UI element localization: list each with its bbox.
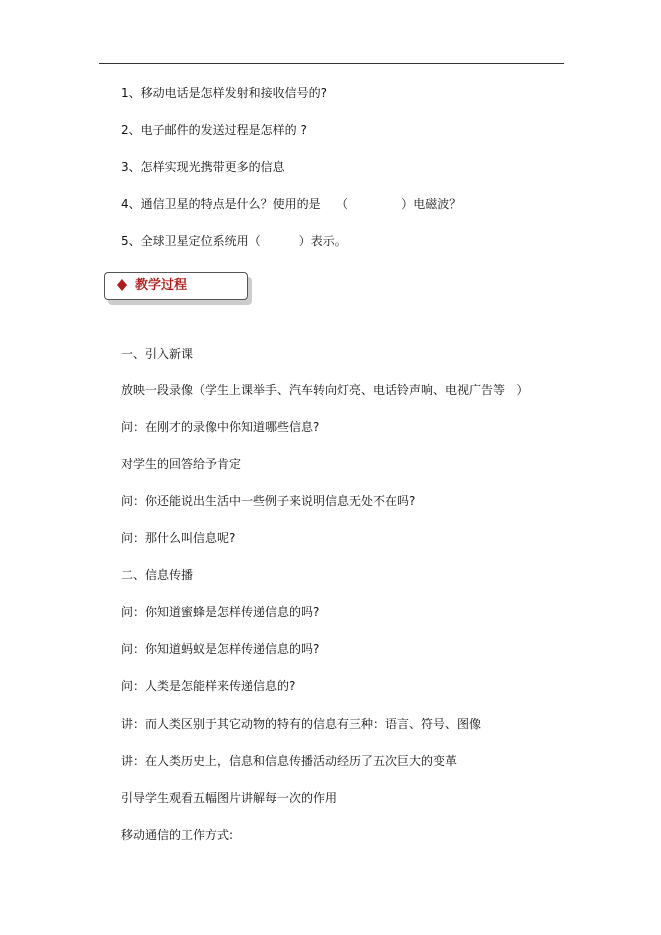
- body-line-6: 问：那什么叫信息呢?: [121, 531, 236, 545]
- body-line-14: 移动通信的工作方式:: [121, 828, 234, 842]
- section-title: 教学过程: [135, 278, 188, 293]
- body-line-9: 问：你知道蚂蚁是怎样传递信息的吗?: [121, 642, 320, 656]
- question-2: 2、电子邮件的发送过程是怎样的 ?: [121, 123, 307, 137]
- section-heading-box: [104, 272, 248, 300]
- body-line-7: 二、信息传播: [121, 568, 194, 582]
- question-4: 4、通信卫星的特点是什么？使用的是 （ ）电磁波？: [121, 197, 462, 211]
- body-line-3: 问：在刚才的录像中你知道哪些信息?: [121, 420, 320, 434]
- body-line-8: 问：你知道蜜蜂是怎样传递信息的吗?: [121, 605, 320, 619]
- body-line-13: 引导学生观看五幅图片讲解每一次的作用: [121, 791, 338, 805]
- header-rule: [99, 63, 564, 64]
- body-line-1: 一、引入新课: [121, 347, 194, 361]
- diamond-bullet-icon: [116, 278, 130, 294]
- question-5: 5、全球卫星定位系统用（ ）表示。: [121, 234, 347, 248]
- body-line-4: 对学生的回答给予肯定: [121, 457, 242, 471]
- body-line-12: 讲：在人类历史上，信息和信息传播活动经历了五次巨大的变革: [121, 754, 458, 768]
- question-3: 3、怎样实现光携带更多的信息: [121, 160, 285, 174]
- body-line-2: 放映一段录像（学生上课举手、汽车转向灯亮、电话铃声响、电视广告等 ）: [121, 383, 529, 397]
- question-1: 1、移动电话是怎样发射和接收信号的?: [121, 86, 328, 100]
- body-line-11: 讲：而人类区别于其它动物的特有的信息有三种：语言、符号、图像: [121, 717, 482, 731]
- body-line-5: 问：你还能说出生活中一些例子来说明信息无处不在吗?: [121, 494, 416, 508]
- body-line-10: 问：人类是怎能样来传递信息的?: [121, 679, 296, 693]
